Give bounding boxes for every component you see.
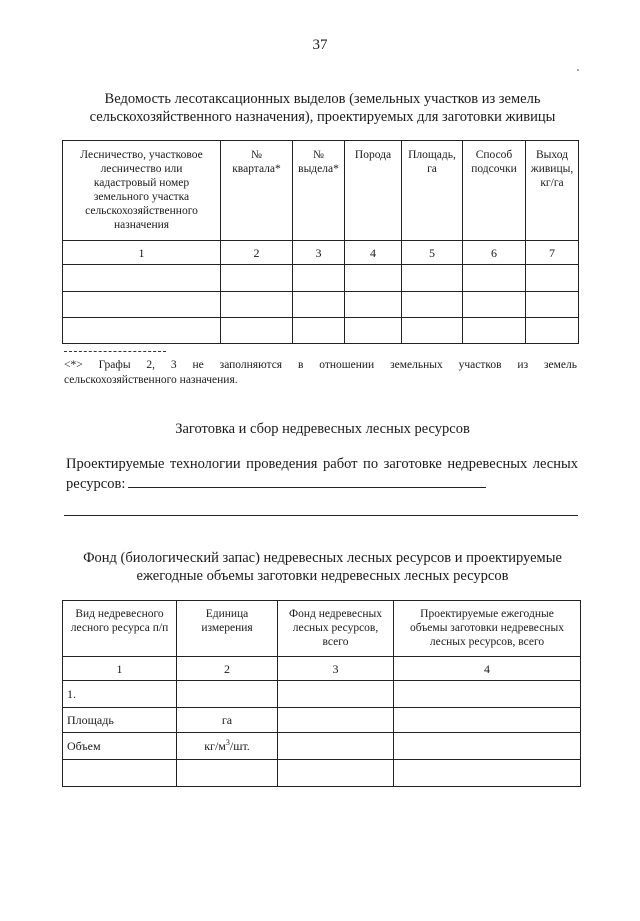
- empty-cell[interactable]: [293, 318, 345, 344]
- empty-cell[interactable]: [394, 708, 581, 733]
- title-line: Фонд (биологический запас) недревесных лесных ресурсов и проектируемые: [83, 550, 562, 566]
- header-quarter-number: № квартала*: [221, 141, 293, 241]
- empty-cell[interactable]: [526, 292, 579, 318]
- empty-cell[interactable]: [63, 265, 221, 292]
- empty-row: [63, 265, 579, 292]
- empty-cell[interactable]: [394, 681, 581, 708]
- column-number: 7: [526, 241, 579, 265]
- empty-cell[interactable]: [394, 733, 581, 760]
- header-area: Площадь, га: [402, 141, 463, 241]
- empty-cell[interactable]: [345, 318, 402, 344]
- empty-cell[interactable]: [463, 318, 526, 344]
- non-timber-fund-table: [62, 600, 581, 787]
- header-allotment-number: № выдела*: [293, 141, 345, 241]
- header-resin-yield: Выход живицы, кг/га: [526, 141, 579, 241]
- column-number-row: [63, 657, 581, 681]
- empty-cell[interactable]: [63, 292, 221, 318]
- title-line: ежегодные объемы заготовки недревесных лесных ресурсов: [136, 568, 509, 584]
- empty-row: [63, 292, 579, 318]
- table-row: [63, 733, 581, 760]
- empty-cell[interactable]: [526, 265, 579, 292]
- empty-cell[interactable]: [278, 708, 394, 733]
- technologies-input-line[interactable]: [128, 473, 486, 488]
- empty-cell[interactable]: [63, 318, 221, 344]
- table-row: [63, 708, 581, 733]
- footnote-line: <*> Графы 2, 3 не заполняются в отношении земельных участков из земель: [64, 359, 577, 371]
- footnote: [64, 358, 577, 388]
- header-resource-fund: Фонд недревесных лесных ресурсов, всего: [278, 601, 394, 657]
- paragraph-line: Проектируемые технологии проведения работ по заготовке недревесных лесных: [66, 456, 578, 472]
- resin-statement-title: [60, 90, 585, 126]
- empty-cell[interactable]: [221, 265, 293, 292]
- empty-cell[interactable]: [402, 265, 463, 292]
- empty-cell[interactable]: [221, 318, 293, 344]
- header-row: [63, 141, 579, 241]
- empty-cell[interactable]: [221, 292, 293, 318]
- empty-cell[interactable]: [278, 681, 394, 708]
- non-timber-fund-title: [60, 549, 585, 585]
- column-number: 3: [293, 241, 345, 265]
- unit-cell: га: [177, 708, 278, 733]
- table-row: [63, 760, 581, 787]
- empty-cell[interactable]: [345, 292, 402, 318]
- footnote-separator: [64, 351, 166, 352]
- paragraph-line: ресурсов:: [66, 473, 578, 493]
- column-number: 1: [63, 241, 221, 265]
- column-number: 1: [63, 657, 177, 681]
- column-number-row: [63, 241, 579, 265]
- table-row: [63, 681, 581, 708]
- scan-speck: [577, 69, 579, 71]
- header-tapping-method: Способ подсочки: [463, 141, 526, 241]
- technologies-paragraph: [66, 455, 578, 493]
- page-number: 37: [312, 37, 328, 53]
- resource-name: Объем: [63, 733, 177, 760]
- column-number: 2: [221, 241, 293, 265]
- title-line: Ведомость лесотаксационных выделов (земельных участков из земель: [104, 91, 541, 107]
- empty-cell[interactable]: [278, 760, 394, 787]
- column-number: 3: [278, 657, 394, 681]
- column-number: 5: [402, 241, 463, 265]
- title-line: сельскохозяйственного назначения), проектируемых для заготовки живицы: [89, 109, 556, 125]
- empty-cell[interactable]: [293, 292, 345, 318]
- resin-sites-table: [62, 140, 579, 344]
- column-number: 4: [394, 657, 581, 681]
- unit-cell: $кг/м^3/шт$.: [177, 733, 278, 760]
- empty-cell[interactable]: [293, 265, 345, 292]
- empty-cell[interactable]: [394, 760, 581, 787]
- empty-cell[interactable]: [402, 318, 463, 344]
- header-row: [63, 601, 581, 657]
- header-annual-volumes: Проектируемые ежегодные объемы заготовки недревесных лесных ресурсов, всего: [394, 601, 581, 657]
- empty-cell[interactable]: [463, 292, 526, 318]
- empty-cell[interactable]: [526, 318, 579, 344]
- resource-name: [63, 760, 177, 787]
- resource-name: 1.: [63, 681, 177, 708]
- header-resource-type: Вид недревесного лесного ресурса п/п: [63, 601, 177, 657]
- empty-row: [63, 318, 579, 344]
- empty-cell[interactable]: [278, 733, 394, 760]
- unit-cell: [177, 681, 278, 708]
- empty-cell[interactable]: [463, 265, 526, 292]
- column-number: 6: [463, 241, 526, 265]
- resource-name: Площадь: [63, 708, 177, 733]
- column-number: 2: [177, 657, 278, 681]
- unit-cell: [177, 760, 278, 787]
- column-number: 4: [345, 241, 402, 265]
- footnote-line: сельскохозяйственного назначения.: [64, 374, 238, 386]
- section-title: Заготовка и сбор недревесных лесных ресурсов: [175, 421, 470, 437]
- header-species: Порода: [345, 141, 402, 241]
- header-forestry-cadastral: Лесничество, участковое лесничество или кадастровый номер земельного участка сельскохозяйственного назначения: [63, 141, 221, 241]
- continuation-input-line[interactable]: [64, 515, 578, 516]
- empty-cell[interactable]: [402, 292, 463, 318]
- empty-cell[interactable]: [345, 265, 402, 292]
- header-unit: Единица измерения: [177, 601, 278, 657]
